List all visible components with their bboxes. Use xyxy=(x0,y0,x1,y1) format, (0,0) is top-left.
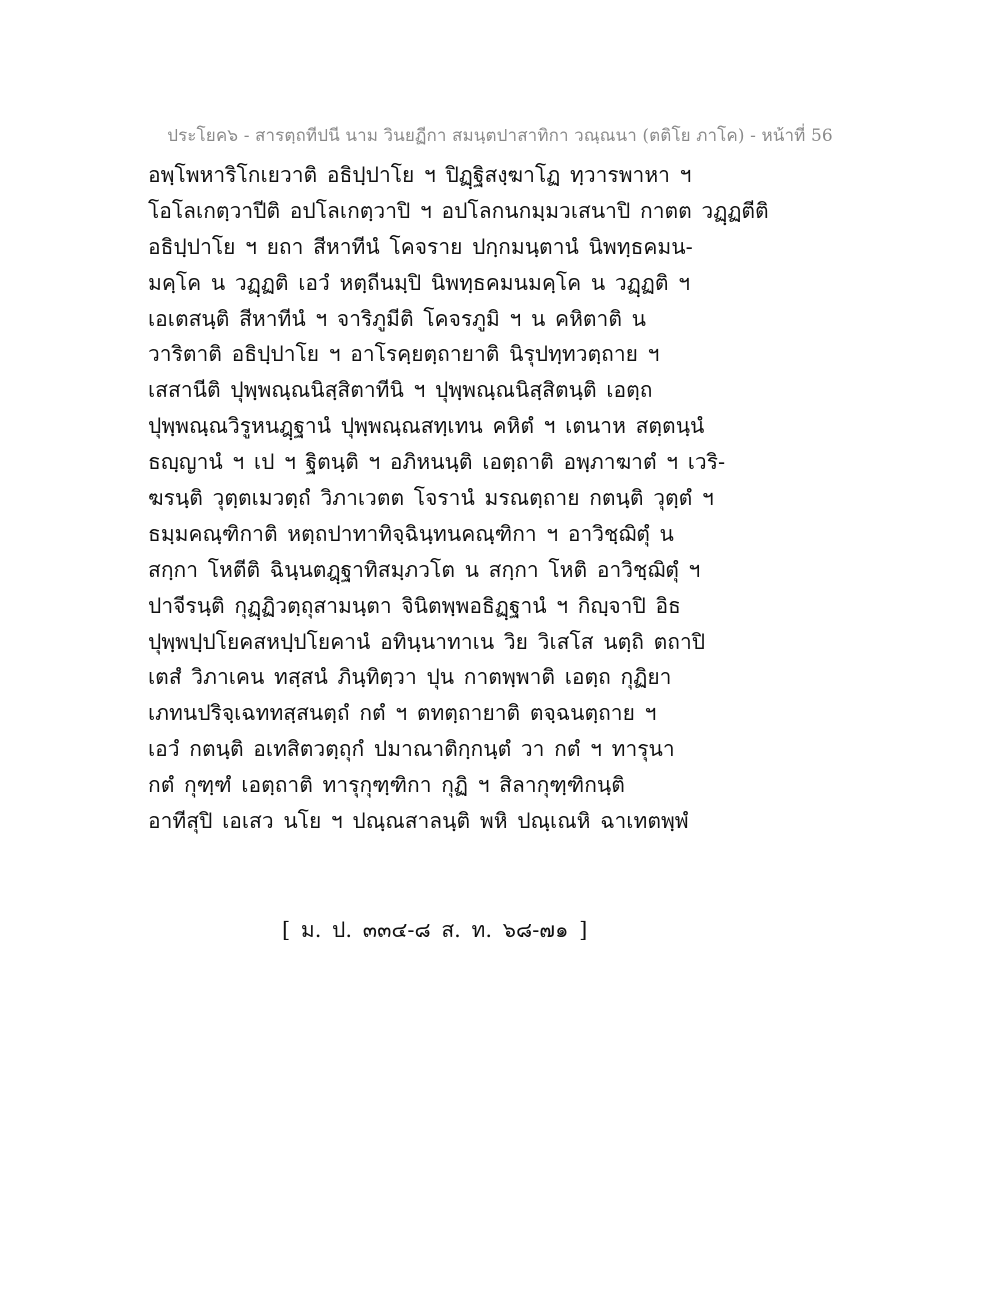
text-line: เสสานีติ ปุพฺพณฺณนิสฺสิตาทีนิ ฯ ปุพฺพณฺณนิสฺสิตนฺติ เอตฺถ xyxy=(148,378,653,403)
text-line: โอโลเกตฺวาปีติ อปโลเกตฺวาปิ ฯ อปโลกนกมฺมวเสนาปิ กาตต วฏฺฏตีติ xyxy=(148,198,769,223)
text-line: ฆรนฺติ วุตฺตเมวตฺถํ วิภาเวตต โจรานํ มรณตฺถาย กตนฺติ วุตฺตํ ฯ xyxy=(148,486,714,511)
text-line: เตสํ วิภาเคน ทสฺสนํ ภินฺทิตฺวา ปุน กาตพฺพาติ เอตฺถ กุฏิยา xyxy=(148,665,672,690)
body-text xyxy=(148,158,868,840)
text-line: อาทีสุปิ เอเสว นโย ฯ ปณฺณสาลนฺติ พหิ ปณฺเณหิ ฉาเทตพฺพํ xyxy=(148,809,689,834)
running-header: ประโยค๖ - สารตฺถทีปนี นาม วินยฏีกา สมนฺตปาสาทิกา วณฺณนา (ตติโย ภาโค) - หน้าที่ 56 xyxy=(167,126,833,146)
text-line: เอเตสนฺติ สีหาทีนํ ฯ จาริภูมีติ โคจรภูมิ ฯ น คหิตาติ น xyxy=(148,306,647,331)
text-line: อพฺโพหาริโกเยวาติ อธิปฺปาโย ฯ ปิฏฺฐิสงฺฆาโฏ ทฺวารพาหา ฯ xyxy=(148,163,692,187)
text-line: ธญฺญานํ ฯ เป ฯ ฐิตนฺติ ฯ อภิหนนฺติ เอตฺถาติ อพฺภาฆาตํ ฯ เวริ- xyxy=(148,450,726,475)
text-line: มคฺโค น วฏฺฏติ เอวํ หตฺถีนมฺปิ นิพทฺธคมนมคฺโค น วฏฺฏติ ฯ xyxy=(148,270,691,295)
text-line: ปาจีรนฺติ กุฏฺฏิวตฺถุสามนฺตา จินิตพฺพอธิฏฺฐานํ ฯ กิญฺจาปิ อิธ xyxy=(148,593,681,618)
text-line: เภทนปริจฺเฉททสฺสนตฺถํ กตํ ฯ ตทตฺถายาติ ตจฺฉนตฺถาย ฯ xyxy=(148,701,657,726)
text-line: กตํ กุฑฺฑํ เอตฺถาติ ทารุกุฑฺฑิกา กุฏิ ฯ สิลากุฑฺฑิกนฺติ xyxy=(148,773,625,798)
text-line: ปุพฺพณฺณวิรูหนฎฺฐานํ ปุพฺพณฺณสทฺเทน คหิตํ ฯ เตนาห สตฺตนฺนํ xyxy=(148,414,705,439)
text-line: เอวํ กตนฺติ อเทสิตวตฺถุกํ ปมาณาติกฺกนฺตํ วา กตํ ฯ ทารุนา xyxy=(148,737,675,762)
text-line: วาริตาติ อธิปฺปาโย ฯ อาโรคฺยตฺถายาติ นิรุปทฺทวตฺถาย ฯ xyxy=(148,342,660,367)
text-line: ธมฺมคณฺฑิกาติ หตฺถปาทาทิจฺฉินฺทนคณฺฑิกา ฯ อาวิชฺฌิตุํ น xyxy=(148,521,674,546)
text-line: สกฺกา โหตีติ ฉินฺนตฎฺฐาทิสมฺภวโต น สกฺกา โหติ อาวิชฺฌิตุํ ฯ xyxy=(148,557,701,582)
text-line: ปุพฺพปฺปโยคสหปฺปโยคานํ อทินฺนาทาเน วิย วิเสโส นตฺถิ ตถาปิ xyxy=(148,629,706,654)
source-reference: [ ม. ป. ๓๓๔-๘ ส. ท. ๖๘-๗๑ ] xyxy=(282,918,588,942)
text-line: อธิปฺปาโย ฯ ยถา สีหาทีนํ โคจราย ปกฺกมนฺตานํ นิพทฺธคมน- xyxy=(148,234,693,259)
